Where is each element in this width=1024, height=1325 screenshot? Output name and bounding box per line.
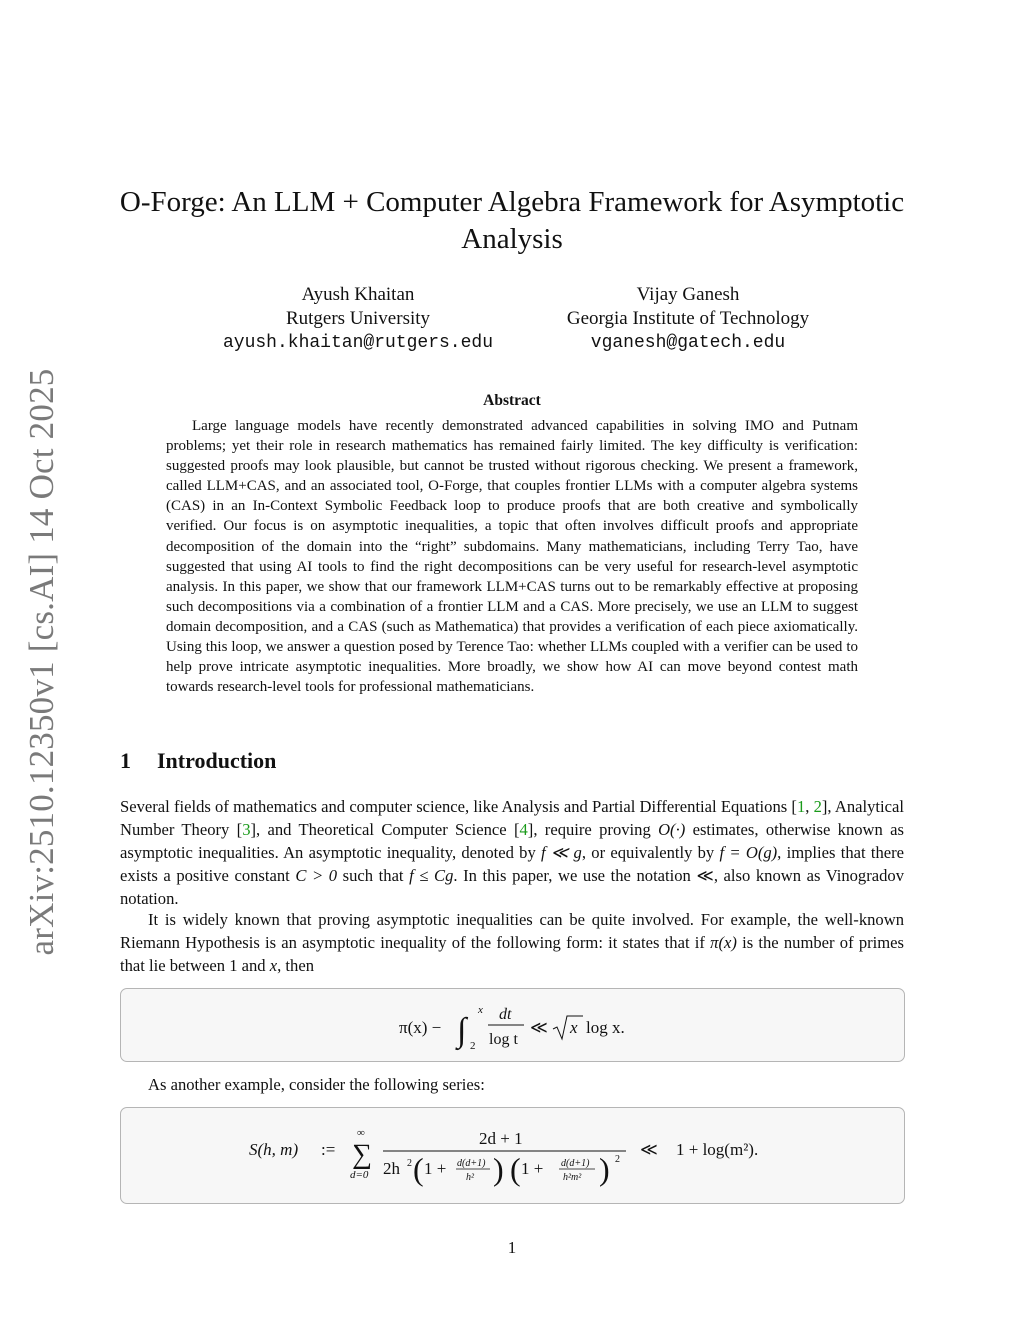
text-run: It is widely known that proving asymptotic inequalities can be quite involved. For example, the well-known Riemann Hypothesis is an asymptotic inequality of the following form: it states that if	[120, 910, 904, 952]
eq-rhs: 1 + log(m²).	[676, 1140, 759, 1159]
text-run: Several fields of mathematics and computer science, like Analysis and Partial Differential Equations [	[120, 797, 797, 816]
citation-link[interactable]: 2	[813, 797, 822, 816]
integral-sign: ∫	[457, 1012, 467, 1049]
small-fraction-denominator: h²m²	[563, 1172, 582, 1183]
intro-paragraph-3: As another example, consider the following series:	[148, 1075, 485, 1094]
text-run: such that	[337, 866, 410, 885]
author-name: Ayush Khaitan	[301, 284, 415, 305]
sqrt-argument: x	[570, 1018, 578, 1037]
text-run: , then	[277, 956, 314, 975]
text-run: . In this paper, we use the notation	[453, 866, 697, 885]
small-fraction-numerator: d(d+1)	[457, 1158, 486, 1169]
small-fraction-numerator: d(d+1)	[561, 1158, 590, 1169]
intro-paragraph-1	[120, 795, 904, 910]
author-block-1	[200, 283, 516, 355]
text-run: ,	[805, 797, 814, 816]
right-paren: )	[599, 1151, 610, 1187]
right-paren: )	[493, 1151, 504, 1187]
one-plus: 1 +	[521, 1159, 544, 1178]
inline-math: ≪	[696, 866, 714, 885]
abstract-heading: Abstract	[483, 392, 541, 409]
text-run: ], require proving	[527, 820, 659, 839]
equation-series	[121, 1108, 904, 1203]
fraction-numerator: dt	[499, 1006, 512, 1023]
intro-paragraph-2	[120, 908, 904, 977]
inline-math: O(·)	[658, 820, 686, 839]
author-email[interactable]: vganesh@gatech.edu	[590, 333, 786, 353]
eq-lhs: π(x) −	[399, 1018, 442, 1037]
author-block-2	[548, 283, 828, 355]
citation-link[interactable]: 1	[796, 797, 806, 816]
text-run: is the number of primes that lie between 1 and	[120, 933, 904, 975]
inline-math: π(x)	[710, 933, 737, 952]
text-run: , or equivalently by	[581, 843, 720, 862]
text-run: ], Analytical Number Theory [	[120, 797, 904, 839]
citation-link[interactable]: 3	[242, 820, 251, 839]
eq-relation: ≪	[530, 1018, 548, 1037]
arxiv-identifier-stamp: arXiv:2510.12350v1 [cs.AI] 14 Oct 2025	[22, 368, 61, 956]
sum-upper-limit: ∞	[357, 1127, 365, 1139]
eq-defeq: :=	[321, 1140, 336, 1159]
author-name: Vijay Ganesh	[636, 284, 740, 305]
text-run: ], and Theoretical Computer Science [	[250, 820, 520, 839]
equation-box-riemann	[120, 988, 905, 1062]
eq-lhs: S(h, m)	[249, 1140, 299, 1159]
equation-riemann-hypothesis	[121, 989, 904, 1061]
left-paren: (	[510, 1151, 521, 1187]
page-number: 1	[507, 1238, 517, 1257]
section-heading-introduction	[120, 748, 276, 774]
author-affiliation: Georgia Institute of Technology	[566, 308, 810, 329]
inline-math: C > 0	[295, 866, 338, 885]
section-title: Introduction	[157, 748, 277, 773]
author-affiliation: Rutgers University	[285, 308, 431, 329]
superscript: 2	[407, 1158, 412, 1169]
inline-math: f = O(g)	[719, 843, 778, 862]
eq-relation: ≪	[640, 1140, 658, 1159]
text-run: estimates, otherwise known as asymptotic inequalities. An asymptotic inequality, denoted by	[120, 820, 904, 862]
paper-title: O-Forge: An LLM + Computer Algebra Framework for Asymptotic Analysis	[119, 186, 905, 255]
text-run: , implies that there exists a positive constant	[120, 843, 905, 885]
inline-math: x	[269, 956, 278, 975]
eq-rhs-tail: log x.	[586, 1018, 625, 1037]
sum-lower-limit: d=0	[350, 1169, 369, 1181]
inline-math: f ≪ g	[541, 843, 582, 862]
one-plus: 1 +	[424, 1159, 447, 1178]
small-fraction-denominator: h²	[466, 1172, 474, 1183]
equation-box-series	[120, 1107, 905, 1204]
citation-link[interactable]: 4	[519, 820, 528, 839]
series-numerator: 2d + 1	[479, 1129, 523, 1148]
denominator-coefficient: 2h	[383, 1159, 400, 1178]
text-run: , also known as Vinogradov notation.	[120, 866, 904, 908]
section-number: 1	[120, 748, 131, 773]
fraction-denominator: log t	[489, 1031, 518, 1048]
author-email[interactable]: ayush.khaitan@rutgers.edu	[222, 333, 494, 353]
abstract-text: Large language models have recently demonstrated advanced capabilities in solving IMO and Putnam problems; yet their role in research mathematics has remained fairly limited. The key difficulty is verification: suggested proofs may look plausible, but cannot be trusted without rigorous checking. We present a framework, called LLM+CAS, and an associated tool, O-Forge, that couples frontier LLMs with a computer algebra systems (CAS) in an In-Context Symbolic Feedback loop to produce proofs that are both creative and symbolically verified. Our focus is on asymptotic inequalities, a topic that often involves difficult proofs and appropriate decomposition of the domain into the “right” subdomains. Many mathematicians, including Terry Tao, have suggested that using AI tools to find the right decompositions can be very useful for research-level asymptotic analysis. In this paper, we show that our framework LLM+CAS turns out to be remarkably effective at proposing such decompositions via a combination of a frontier LLM and a CAS. More precisely, we use an LLM to suggest domain decomposition, and a CAS (such as Mathematica) that provides a verification of each piece axiomatically. Using this loop, we answer a question posed by Terence Tao: whether LLMs coupled with a verifier can be used to help prove intricate asymptotic inequalities. More broadly, we show how AI can move beyond contest math towards research-level tools for professional mathematicians.	[166, 418, 858, 696]
left-paren: (	[413, 1151, 424, 1187]
sum-sign: ∑	[352, 1139, 372, 1170]
integral-lower-limit: 2	[470, 1040, 476, 1052]
inline-math: f ≤ Cg	[409, 866, 454, 885]
superscript: 2	[615, 1154, 620, 1165]
sqrt-sign	[553, 1016, 583, 1039]
integral-upper-limit: x	[478, 1004, 483, 1016]
